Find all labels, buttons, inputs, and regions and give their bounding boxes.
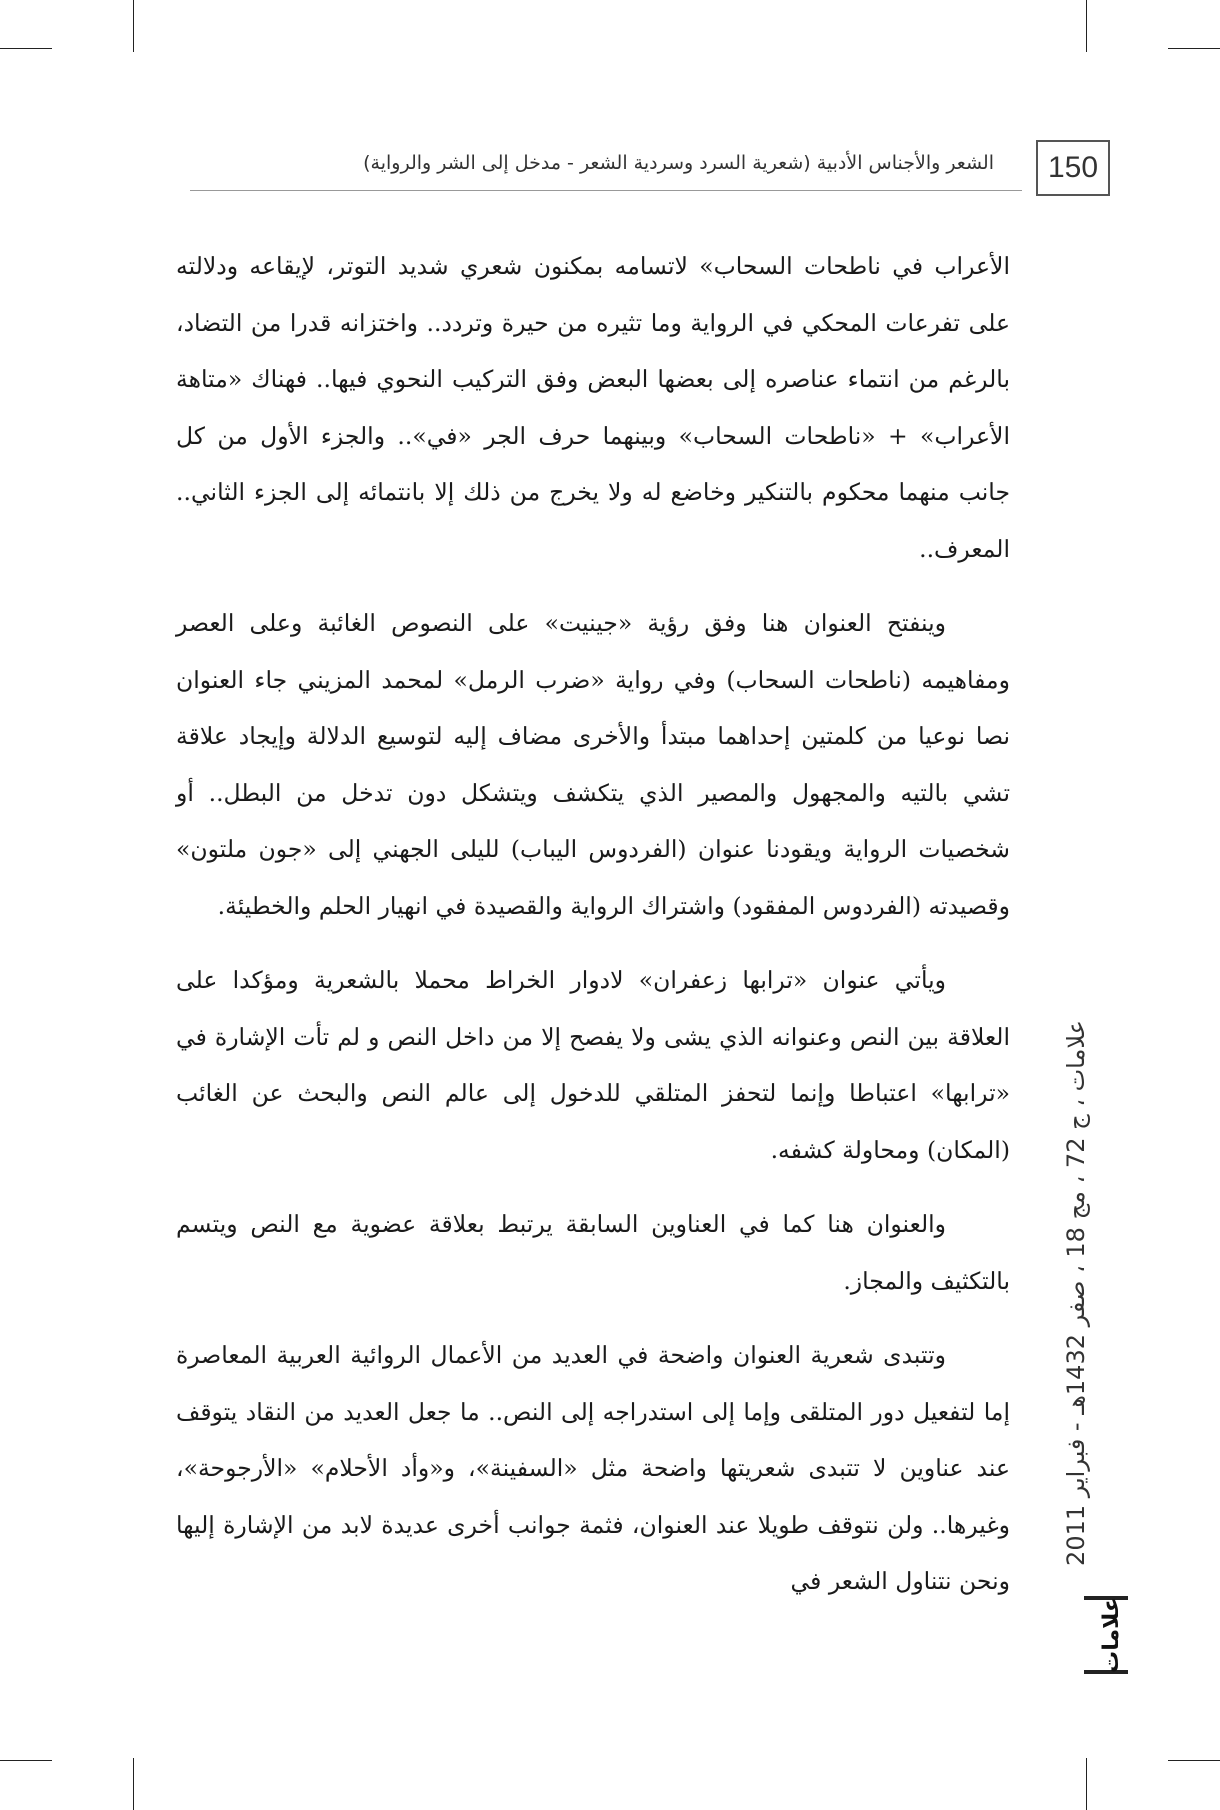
paragraph-5: وتتبدى شعرية العنوان واضحة في العديد من الأعمال الروائية العربية المعاصرة إما لتفعيل دور المتلقى وإما إلى استدراجه إلى النص.. ما جعل العديد من النقاد يتوقف عند عناوين لا تتبدى شعريتها واضحة مثل «السفينة»، و«وأد الأحلام» «الأرجوحة»، وغيرها.. ولن نتوقف طويلا عند العنوان، فثمة جوانب أخرى عديدة لابد من الإشارة إليها ونحن نتناول الشعر في (176, 1341, 1010, 1595)
page-number: 150 (1036, 140, 1110, 196)
svg-text:علامات: علامات (1099, 1597, 1124, 1673)
crop-mark-bottom-left-vertical (133, 1758, 134, 1810)
crop-mark-top-right-vertical (1086, 0, 1087, 52)
crop-mark-bottom-left-horizontal (0, 1760, 52, 1761)
crop-mark-top-left-horizontal (0, 48, 52, 49)
paragraph-3: ويأتي عنوان «ترابها زعفران» لادوار الخراط محملا بالشعرية ومؤكدا على العلاقة بين النص وعنوانه الذي يشى ولا يفصح إلا من داخل النص و لم تأت الإشارة في «ترابها» اعتباطا وإنما لتحفز المتلقي للدخول إلى عالم النص والبحث عن الغائب (المكان) ومحاولة كشفه. (176, 966, 1010, 1164)
crop-mark-bottom-right-vertical (1086, 1758, 1087, 1810)
running-header (190, 140, 1110, 200)
paragraph-4: والعنوان هنا كما في العناوين السابقة يرتبط بعلاقة عضوية مع النص ويتسم بالتكثيف والمجاز. (176, 1210, 1010, 1295)
header-rule (190, 190, 1022, 191)
crop-mark-bottom-right-horizontal (1168, 1760, 1220, 1761)
paragraph-2: وينفتح العنوان هنا وفق رؤية «جينيت» على النصوص الغائبة وعلى العصر ومفاهيمه (ناطحات السحاب) وفي رواية «ضرب الرمل» لمحمد المزيني جاء العنوان نصا نوعيا من كلمتين إحداهما مبتدأ والأخرى مضاف إليه لتوسيع الدلالة وإيجاد علاقة تشي بالتيه والمجهول والمصير الذي يتكشف ويتشكل دون تدخل من البطل.. أو شخصيات الرواية ويقودنا عنوان (الفردوس اليباب) لليلى الجهني إلى «جون ملتون» وقصيدته (الفردوس المفقود) واشتراك الرواية والقصيدة في انهيار الحلم والخطيئة. (176, 609, 1010, 920)
crop-mark-top-left-vertical (133, 0, 134, 52)
journal-issue-info: علامات ، ج 72 ، مج 18 ، صفر 1432هـ - فبراير 2011 (1062, 1020, 1090, 1566)
article-body (176, 238, 1010, 1628)
paragraph-1: الأعراب في ناطحات السحاب» لاتسامه بمكنون شعري شديد التوتر، لإيقاعه ودلالته على تفرعات المحكي في الرواية وما تثيره من حيرة وتردد.. واختزانه قدرا من التضاد، بالرغم من انتماء عناصره إلى بعضها البعض وفق التركيب النحوي فيها.. فهناك «متاهة الأعراب» + «ناطحات السحاب» وبينهما حرف الجر «في».. والجزء الأول من كل جانب منهما محكوم بالتنكير وخاضع له ولا يخرج من ذلك إلا بانتمائه إلى الجزء الثاني.. المعرف.. (176, 252, 1010, 563)
journal-logo-icon (1082, 1590, 1130, 1680)
running-title: الشعر والأجناس الأدبية (شعرية السرد وسردية الشعر - مدخل إلى الشر والرواية) (363, 152, 994, 174)
crop-mark-top-right-horizontal (1168, 48, 1220, 49)
